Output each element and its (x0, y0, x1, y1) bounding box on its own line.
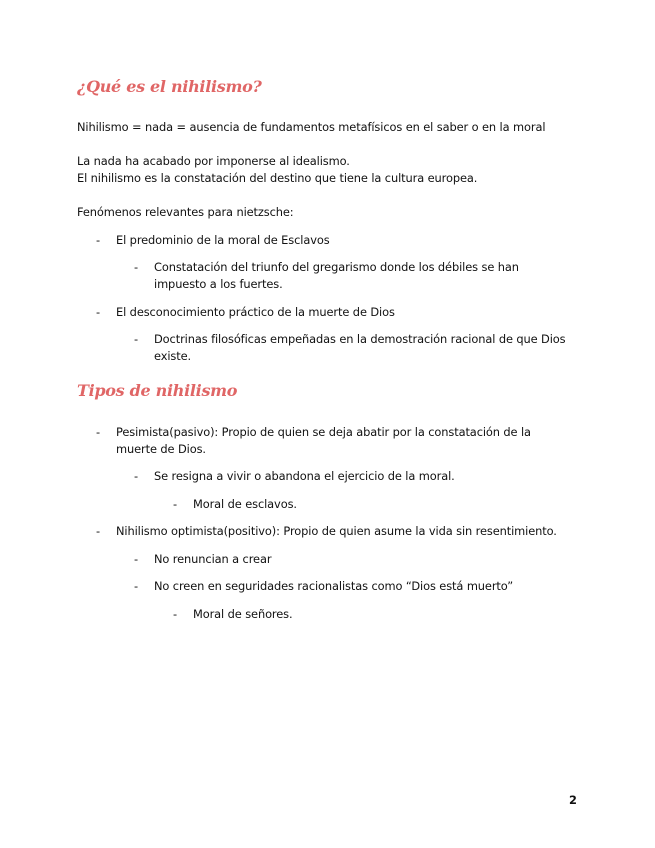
bullet-dash: - (134, 469, 139, 483)
paragraph-definition: Nihilismo = nada = ausencia de fundamentos metafísicos en el saber o en la moral (77, 120, 546, 134)
bullet-dash: - (134, 332, 139, 346)
bullet-dash: - (173, 607, 178, 621)
paragraph-phenomena-intro: Fenómenos relevantes para nietzsche: (77, 205, 294, 219)
paragraph-nothingness: La nada ha acabado por imponerse al idealismo. (77, 154, 350, 168)
section-heading-nihilism: ¿Qué es el nihilismo? (77, 77, 262, 96)
bullet-dash: - (173, 497, 178, 511)
list-item-rationalist: No creen en seguridades racionalistas como “Dios está muerto” (154, 579, 514, 593)
section-heading-types: Tipos de nihilismo (77, 381, 238, 400)
bullet-dash: - (96, 305, 101, 319)
list-item-philosophical-doctrines: Doctrinas filosóficas empeñadas en la demostración racional de que Dios existe. (154, 332, 566, 363)
list-item-create: No renuncian a crear (154, 552, 272, 566)
list-item-death-of-god: El desconocimiento práctico de la muerte de Dios (116, 305, 395, 319)
bullet-dash: - (96, 233, 101, 247)
list-item-resigns: Se resigna a vivir o abandona el ejercicio de la moral. (154, 469, 455, 483)
bullet-dash: - (96, 425, 101, 439)
list-item-master-morality: Moral de señores. (193, 607, 293, 621)
page-number: 2 (569, 793, 577, 807)
paragraph-destiny: El nihilismo es la constatación del destino que tiene la cultura europea. (77, 171, 478, 185)
bullet-dash: - (134, 260, 139, 274)
bullet-dash: - (96, 524, 101, 538)
bullet-dash: - (134, 552, 139, 566)
list-item-pessimist: Pesimista(pasivo): Propio de quien se deja abatir por la constatación de la muerte de Dios. (116, 425, 531, 456)
list-item-slave-morality-2: Moral de esclavos. (193, 497, 297, 511)
list-item-slave-morality: El predominio de la moral de Esclavos (116, 233, 330, 247)
bullet-dash: - (134, 579, 139, 593)
list-item-optimist: Nihilismo optimista(positivo): Propio de quien asume la vida sin resentimiento. (116, 524, 557, 538)
list-item-gregarism: Constatación del triunfo del gregarismo donde los débiles se han impuesto a los fuertes. (154, 260, 519, 291)
